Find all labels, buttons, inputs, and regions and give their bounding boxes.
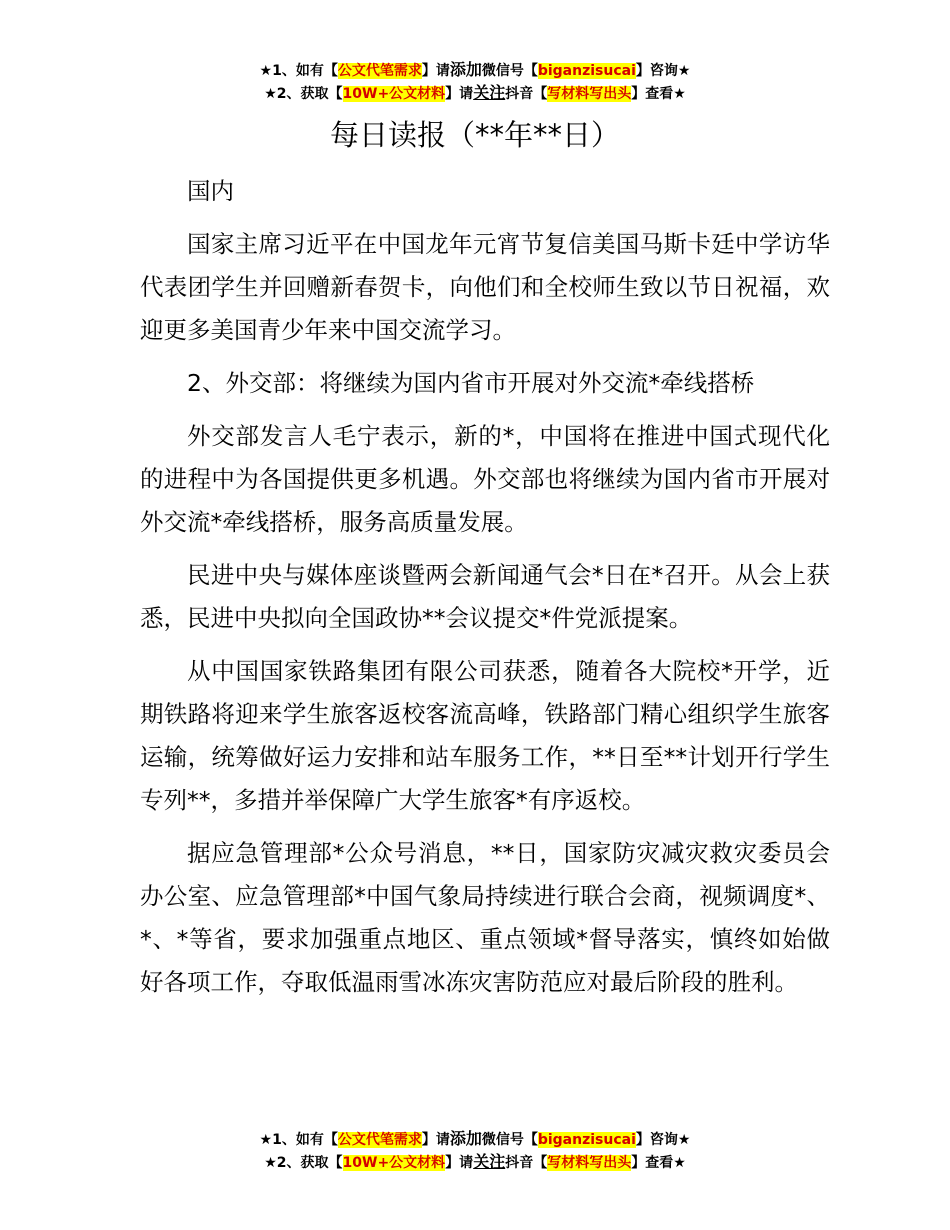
- promo-text: 】查看★: [631, 86, 686, 102]
- footer-promo-banner: [0, 1128, 950, 1174]
- document-title: 每日读报（**年**日）: [329, 118, 620, 152]
- document-body: [140, 170, 830, 1014]
- paragraph: 民进中央与媒体座谈暨两会新闻通气会*日在*召开。从会上获悉，民进中央拟向全国政协**会议提交*件党派提案。: [140, 561, 830, 632]
- promo-text: 】请: [445, 86, 474, 102]
- promo-highlight: 公文代笔需求: [337, 1132, 422, 1148]
- promo-highlight: 10W+公文材料: [342, 1155, 446, 1171]
- star-icon: ★: [259, 63, 273, 79]
- promo-highlight: 10W+公文材料: [342, 86, 446, 102]
- star-icon: ★: [264, 1155, 277, 1171]
- promo-line-1: [0, 1128, 950, 1151]
- promo-text: 2、获取【: [276, 1155, 343, 1171]
- promo-text: 抖音【: [505, 86, 548, 102]
- promo-text: 抖音【: [505, 1155, 548, 1171]
- promo-line-2: [0, 1151, 950, 1174]
- paragraph: 从中国国家铁路集团有限公司获悉，随着各大院校*开学，近期铁路将迎来学生旅客返校客流高峰，铁路部门精心组织学生旅客运输，统筹做好运力安排和站车服务工作，**日至**计划开行学生专列**，多措并举保障广大学生旅客*有序返校。: [140, 657, 830, 814]
- promo-text: 微信号【: [481, 1132, 538, 1148]
- promo-text: 】请: [445, 1155, 474, 1171]
- promo-text: 2、获取【: [276, 86, 343, 102]
- wechat-id-highlight: biganzisucai: [537, 1132, 636, 1148]
- promo-emphasis: 关注: [473, 1152, 506, 1171]
- promo-text: 】咨询★: [635, 63, 691, 79]
- paragraph: 据应急管理部*公众号消息，**日，国家防灾减灾救灾委员会办公室、应急管理部*中国气象局持续进行联合会商，视频调度*、*、*等省，要求加强重点地区、重点领域*督导落实，慎终如始做好各项工作，夺取低温雨雪冰冻灾害防范应对最后阶段的胜利。: [140, 839, 830, 996]
- promo-emphasis: 添加: [449, 60, 482, 79]
- promo-highlight: 公文代笔需求: [337, 63, 422, 79]
- promo-text: 】查看★: [631, 1155, 686, 1171]
- douyin-id-highlight: 写材料写出头: [547, 86, 632, 102]
- promo-text: 1、如有【: [272, 1132, 338, 1148]
- promo-text: 】请: [421, 63, 450, 79]
- promo-text: 】咨询★: [635, 1132, 691, 1148]
- wechat-id-highlight: biganzisucai: [537, 63, 636, 79]
- promo-line-2: [0, 82, 950, 105]
- promo-line-1: [0, 59, 950, 82]
- section-heading: 2、外交部：将继续为国内省市开展对外交流*牵线搭桥: [187, 369, 755, 397]
- promo-text: 微信号【: [481, 63, 538, 79]
- douyin-id-highlight: 写材料写出头: [547, 1155, 632, 1171]
- promo-text: 】请: [421, 1132, 450, 1148]
- paragraph: 国家主席习近平在中国龙年元宵节复信美国马斯卡廷中学访华代表团学生并回赠新春贺卡，向他们和全校师生致以节日祝福，欢迎更多美国青少年来中国交流学习。: [140, 230, 830, 344]
- header-promo-banner: [0, 59, 950, 105]
- section-heading: 国内: [187, 177, 234, 205]
- promo-text: 1、如有【: [272, 63, 338, 79]
- promo-emphasis: 添加: [449, 1129, 482, 1148]
- paragraph: 外交部发言人毛宁表示，新的*，中国将在推进中国式现代化的进程中为各国提供更多机遇。外交部也将继续为国内省市开展对外交流*牵线搭桥，服务高质量发展。: [140, 422, 830, 536]
- promo-emphasis: 关注: [473, 83, 506, 102]
- star-icon: ★: [259, 1132, 273, 1148]
- star-icon: ★: [264, 86, 277, 102]
